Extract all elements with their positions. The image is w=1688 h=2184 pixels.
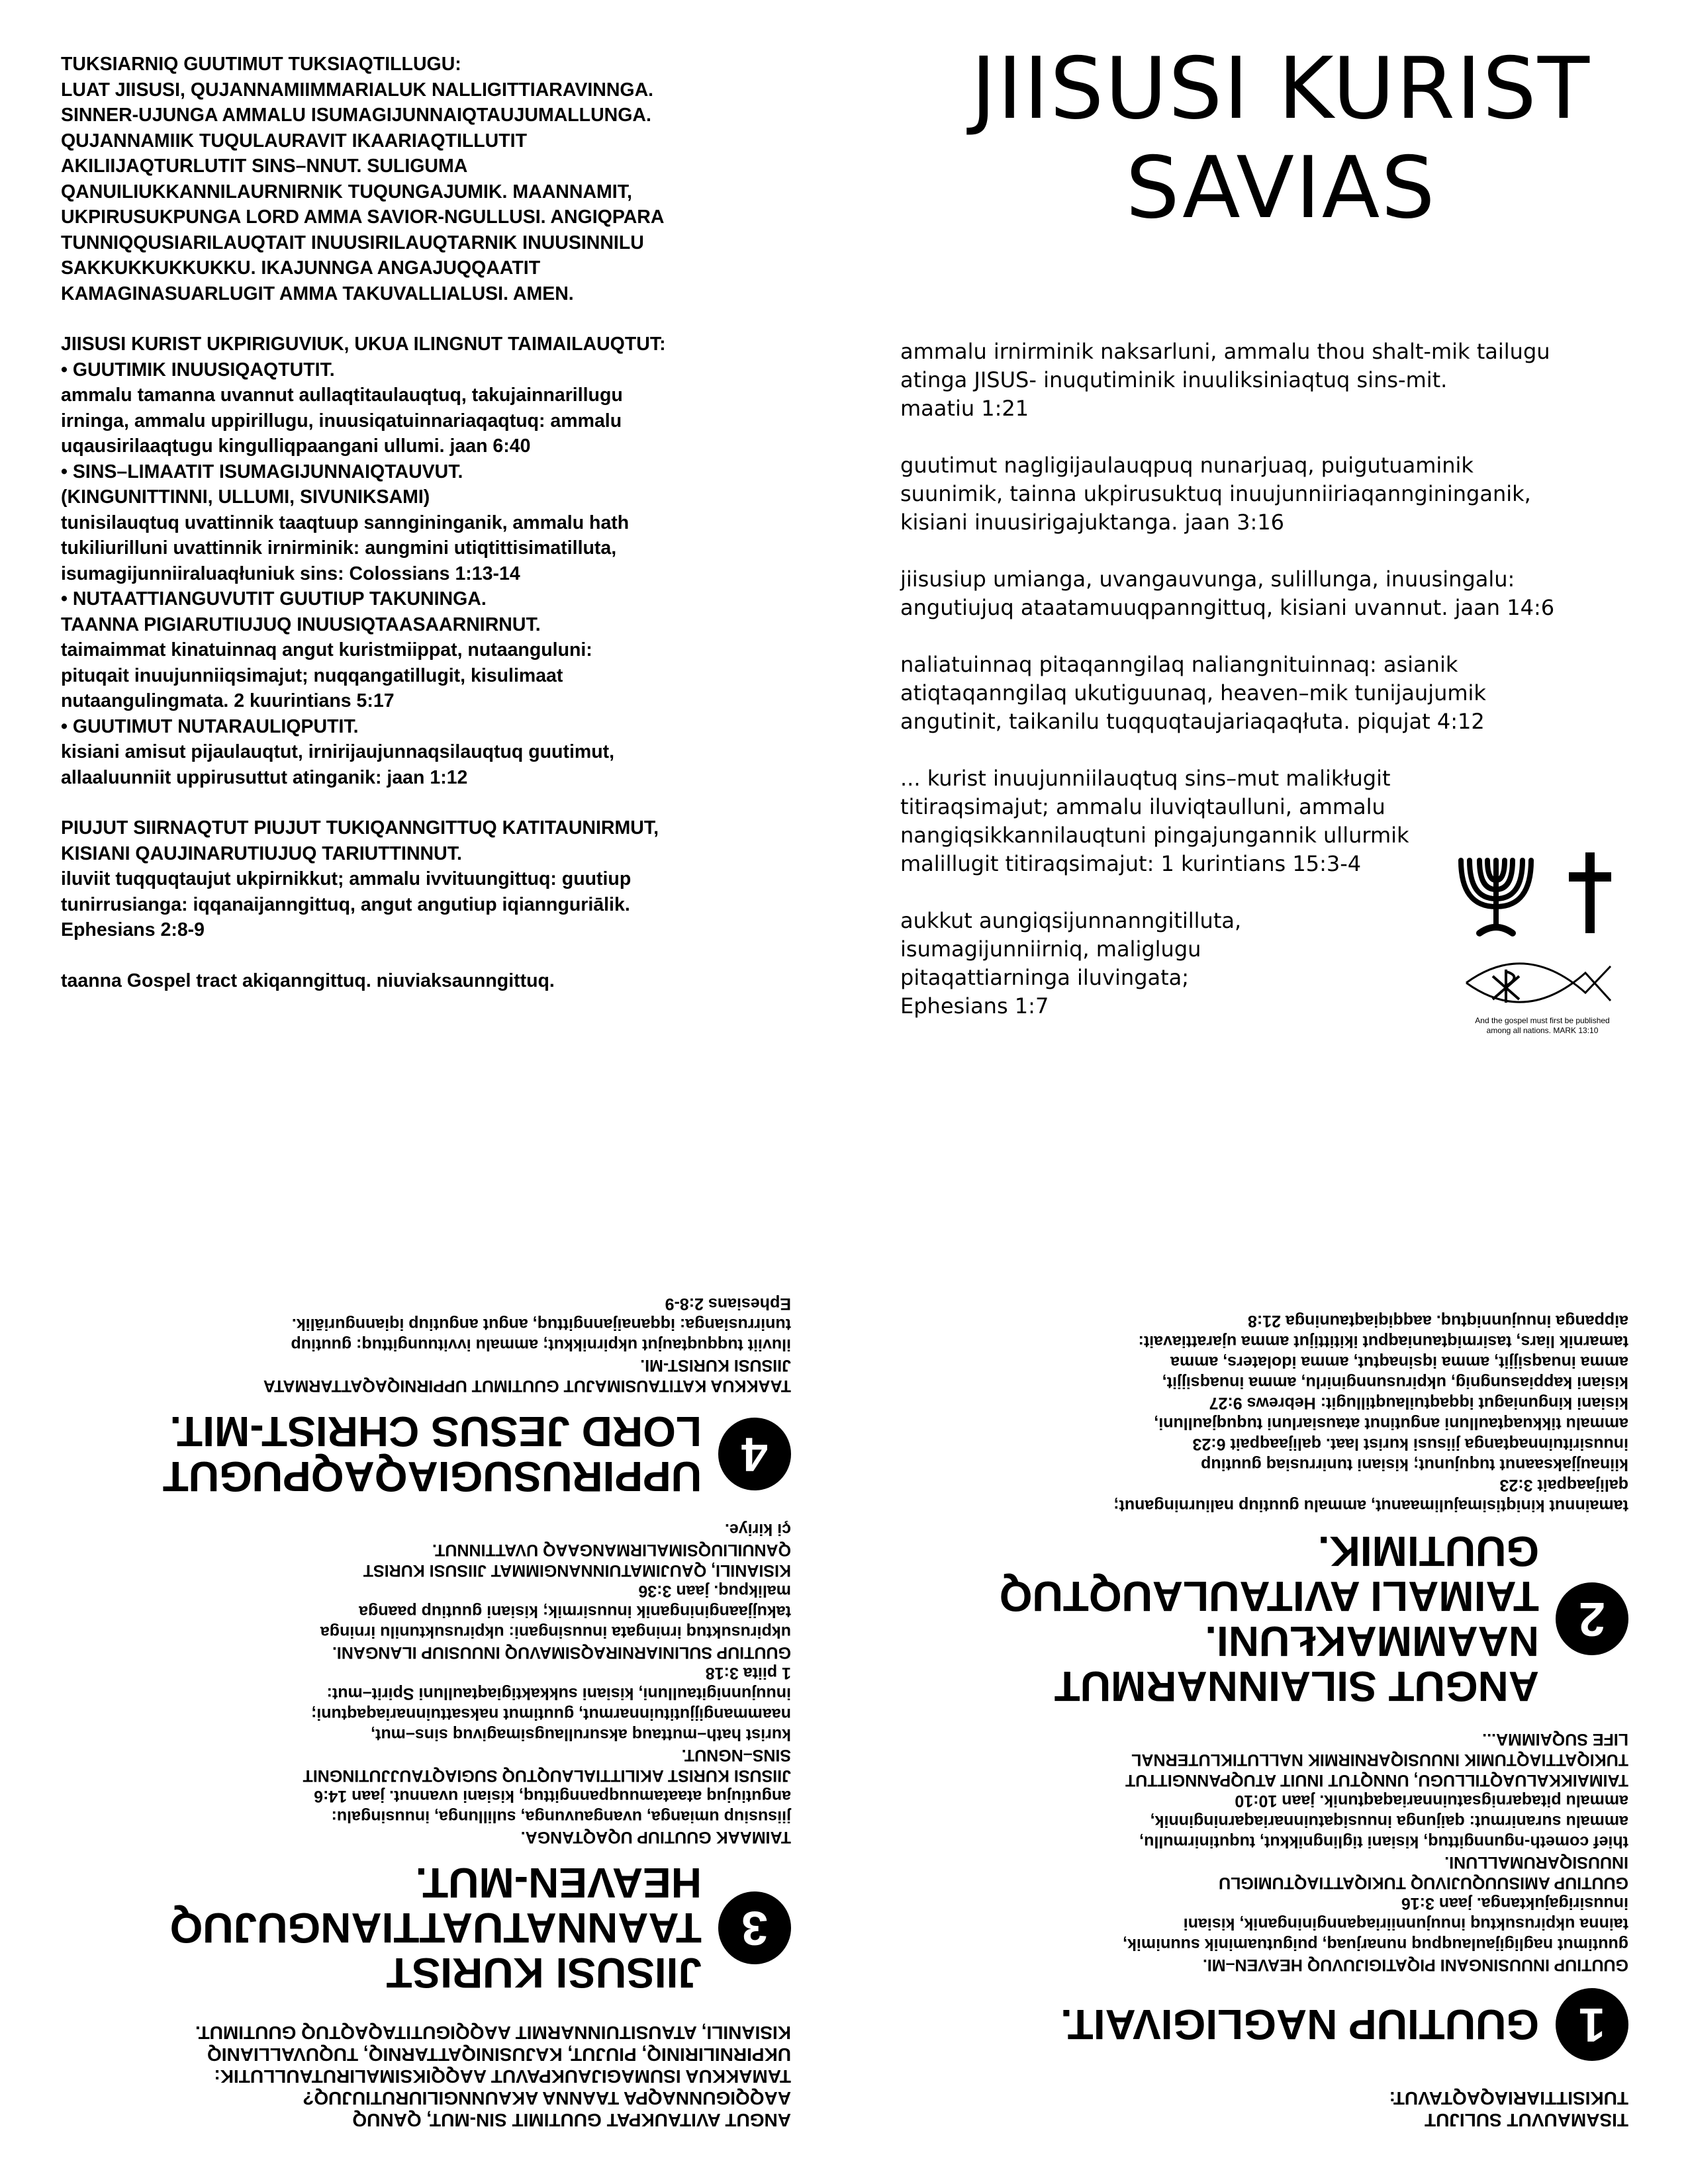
step-3-header [40,1860,791,1995]
salvation-line: TAANNA PIGIARUTIUJUQ INUUSIQTAASAARNIRNUT. [61,614,541,635]
step-3-number: 3 [718,1891,791,1964]
step-body-line: INUUSIQARUMALLUNI. [1444,1853,1628,1872]
intro-line: ANGUT AVITAUKPAT GUUTIMIT SIN-MUT, QANUQ [352,2110,791,2130]
step-body-line: ukpirusuktuq irningata inuusingani: ukpirusuktunilu irninga [320,1623,791,1641]
step-body-line: inuusirigajuktanga. jaan 3:16 [1401,1894,1628,1913]
emblem-caption [1436,1016,1648,1036]
step-body-line: tunirrusianga: iqqanaijanngittuq, angut angutiup iqiannguriālik. [291,1315,791,1334]
panel-top-left [0,0,844,1092]
step-4-header [40,1409,791,1499]
prayer-line: QANUILIUKKANNILAURNIRNIK TUQUNGAJUMIK. MAANNAMIT, [61,181,632,203]
verse-line: ammalu irnirminik naksarluni, ammalu thou shalt-mik tailugu [900,339,1550,364]
step-body-line: naammangijjutituinnarmut, guutimut naksattuinnariaqaqtuni; [310,1705,791,1723]
caption-line-1: And the gospel must first be published [1475,1016,1610,1025]
salvation-line: allaaluunniit uppirusuttut atinganik: jaan 1:12 [61,766,468,788]
salvation-line: kisiani amisut pijaulauqtut, irnirijaujunnaqsilauqtuq guutimut, [61,741,615,762]
prayer-line: AKILIIJAQTURLUTIT SINS–NNUT. SULIGUMA [61,156,468,177]
intro-heading [884,2087,1628,2131]
verse-line: isumagijunniirniq, maliglugu [900,936,1201,962]
caption-line-2: among all nations. MARK 13:10 [1486,1026,1599,1035]
verse-line: naliatuinnaq pitaqanngilaq naliangnituinnaq: asianik [900,652,1458,677]
step-3-body [40,1519,791,1847]
salvation-line: tunisilauqtuq uvattinnik taaqtuup sanngininganik, ammalu hath [61,512,630,533]
title-line-1: JIISUSI KURIST [970,40,1591,138]
salvation-line: ammalu tamanna uvannut aullaqtitaulauqtuq, takujainnarillugu [61,385,623,406]
prayer-section [61,52,804,306]
prayer-line: TUKSIARNIQ GUUTIMUT TUKSIAQTILLUGU: [61,54,461,75]
verse-line: atiqtaqanngilaq ukutiguunaq, heaven–mik tunijaujumik [900,680,1486,705]
step-title-line: TAIMALI AVITAULAUQTUQ GUUTIMIK. [999,1527,1539,1620]
step-body-line: TAIMAIKKALUAQTILLUGU, UNNQTUT INUIT ATUQPANNGITTUT [1125,1771,1628,1790]
step-1-number: 1 [1556,1988,1628,2061]
verse-block [900,451,1662,537]
salvation-line: • GUUTIMIK INUUSIQAQTUTIT. [61,359,335,381]
step-body-line: ammalu pitaqarnigsatuinnariaqaqtunik. jaan 10:10 [1235,1792,1628,1810]
works-line: Ephesians 2:8-9 [61,919,205,940]
salvation-line: pituqait inuujunniiqsimajut; nuqqangatillugit, kisulimaat [61,664,563,686]
step-title-line: UPPIRUSUGIAQAQPUGUT [162,1453,702,1500]
panel-bottom-right [844,1092,1688,2184]
salvation-line: JIISUSI KURIST UKPIRIGUVIUK, UKUA ILINGNUT TAIMAILAUQTUT: [61,334,666,355]
verse-line: suunimik, tainna ukpirusuktuq inuujunniiriaqanngininganik, [900,481,1531,506]
works-section [61,815,804,943]
verse-block [900,338,1662,423]
verse-line: angutiujuq ataatamuuqpanngittuq, kisiani uvannut. jaan 14:6 [900,595,1555,620]
step-body-line: takujjaangininganik inuusirmik; kisiani guutiup paanga [359,1602,791,1621]
verse-line: maatiu 1:21 [900,396,1029,421]
salvation-line: tukiliurilluni uvattinnik irnirminik: aungmini utiqtittisimatilluta, [61,537,617,559]
step-body-line: KISIANILI, QAUJIMATUINNANGIMMAT JIISUSI KURIST [363,1561,791,1580]
verse-line: malillugit titiraqsimajut: 1 kurintians 15:3-4 [900,851,1362,876]
salvation-line: (KINGUNITTINNI, ULLUMI, SIVUNIKSAMI) [61,486,430,508]
title-spacer [900,238,1662,338]
intro-question [40,2022,791,2131]
step-1-title [1060,2002,1539,2047]
salvation-line: nutaangulingmata. 2 kuurintians 5:17 [61,690,395,711]
step-1-header [884,1988,1628,2061]
intro-line: UKPIRNILIRINIQ, PIUJUT, KAJUSINIQATTARNIQ, TUQUVALLIANIQ [207,2044,791,2065]
step-body-line: Ephesians 2:8-9 [665,1295,791,1313]
verse-line: jiisusiup umianga, uvangauvunga, sulillunga, inuusingalu: [900,567,1515,592]
step-body-line: angutiujuq ataatamuuqpanngittuq, kisiani uvannut. jaan 14:6 [314,1787,791,1805]
step-1-body [884,1729,1628,1975]
step-body-line: kurist hath–muttauq aksurullaugsimagivuq sins–mut, [371,1725,791,1744]
step-body-line: LIFE SUQAIMMA... [1482,1730,1628,1749]
step-body-line: thief cometh-ngunngittuq, kisiani tiglingnikkut, tuqutinirmullu, [1139,1833,1628,1851]
step-title-line: GUUTIUP NAGLIGIVAIT. [1060,2001,1539,2048]
step-body-line: qalijaaqpait 3:23 [1499,1476,1628,1494]
step-body-line: ammalu tikkuaqtaulluni angutinut atausiarluni tuquqjaulluni, [1154,1414,1628,1433]
step-4-title [163,1409,702,1499]
step-body-line: TUKIQATTIAQTUMIK INUUSIQARNIRMIK NALLUTIKLUTERNAL [1131,1751,1628,1769]
ichthys-fish-icon [1466,964,1611,1003]
step-body-line: guutimut nagligijaulauqpuq nunarjuaq, puigutuaminik suunimik, [1123,1935,1628,1954]
prayer-line: SINNER-UJUNGA AMMALU ISUMAGIJUNNAIQTAUJUMALLUNGA. [61,105,651,126]
salvation-line: • SINS–LIMAATIT ISUMAGIJUNNAIQTAUVUT. [61,461,463,482]
step-body-line: iluviit tuqquqtaujut ukpirnikkut; ammalu ivvituungittuq: guutiup [291,1336,791,1354]
step-title-line: LORD JESUS CHRIST-MIT. [169,1408,702,1455]
step-2-body [884,1310,1628,1516]
intro-line: TAMAKKUA ISUMAGIJAUKPAVUT AAQQIKSIMALIRUTAULLUTIK: [214,2066,791,2087]
verse-line: angutinit, taikanilu tuqquqtaujariaqaqłuta. piqujat 4:12 [900,709,1485,734]
verse-line: Ephesians 1:7 [900,993,1049,1019]
step-body-line: inuujunnigitaulluni, kisiani sukkaktigiaqtaulluni Spirit–mut: [326,1684,791,1703]
step-body-line: kisiani kinguniagut iqqaqtuilauqtillugit: Hebrews 9:27 [1209,1394,1628,1412]
verse-line: titiraqsimajut; ammalu iluviqtaulluni, ammalu [900,794,1385,819]
step-2-title [884,1529,1539,1709]
step-body-line: GUUTIUP INUUSINGANI PIQATIGIJUVUQ HEAVEN–MI. [1202,1956,1628,1974]
salvation-line: • GUUTIMUT NUTARAULIQPUTIT. [61,715,359,737]
verse-line: guutimut nagligijaulauqpuq nunarjuaq, puigutuaminik [900,453,1474,478]
step-body-line: amma inuaqsijjit, amma iqsinaqtut, amma idolaters, amma [1170,1353,1628,1371]
step-body-line: çi kiriye. [724,1520,791,1539]
step-2-number: 2 [1556,1582,1628,1655]
step-2-header [884,1529,1628,1709]
verse-block [900,651,1662,736]
step-title-line: JIISUSI KURIST [386,1949,702,1997]
verse-line: kisiani inuusirigajuktanga. jaan 3:16 [900,510,1285,535]
step-body-line: kisiani kappiasungnig, ukpirusunnginirlu, amma inuaqsijjit, [1162,1373,1628,1392]
step-body-line: GUUTIUP SULINIARNIRAQSIMAVUQ INUUSIUP ILANGANI. [332,1643,791,1662]
step-body-line: inuusirituinnaqtanga jiisusi kurist laat. qalijaaqpait 6:23 [1192,1435,1628,1453]
tract-footer: taanna Gospel tract akiqanngittuq. niuviaksaunngittuq. [61,970,555,991]
salvation-line: • NUTAATTIANGUVUTIT GUUTIUP TAKUNINGA. [61,588,487,610]
works-line: KISIANI QAUJINARUTIUJUQ TARIUTTINNUT. [61,842,462,864]
salvation-line: irninga, ammalu uppirillugu, inuusiqatuinnariaqaqtuq: ammalu [61,410,622,432]
works-line: iluviit tuqquqtaujut ukpirnikkut; ammalu ivvituungittuq: guutiup [61,868,632,889]
cross-icon [1569,852,1611,933]
step-title-line: TAANNATUATTIANGUJUQ [169,1904,702,1952]
step-title-line: ANGUT SILAINNARMUT NAAMMAKŁUNI. [1054,1617,1539,1710]
works-line: PIUJUT SIIRNAQTUT PIUJUT TUKIQANNGITTUQ KATITAUNIRMUT, [61,817,659,839]
step-body-line: QANUILIUQSIMALIRMANGAAQ UVATTINNUT. [432,1541,791,1559]
step-body-line: kiinaujjaksaanut tuqujunut; kisiani tunirrusiaq guutiup [1201,1455,1628,1474]
prayer-line: KAMAGINASUARLUGIT AMMA TAKUVALLIALUSI. AMEN. [61,283,574,304]
step-body-line: tamainnut kiniqtisimajulimaanut, ammalu guutiup naliurninganut; [1113,1496,1628,1515]
verse-block [900,565,1662,622]
panel-bottom-left [0,1092,844,2184]
intro-line: AAQQIGUNNAQPA TAANNA AKAUNNGILIURUTIUJUQ? [303,2088,791,2109]
step-body-line: aippanga inuujunniqtuq. aaqqiqiaqtauninga 21:8 [1247,1312,1628,1330]
step-body-line: SINS–NGNUT. [681,1746,791,1764]
intro-line: TUKISITTIARIAQAQTAVUT: [1389,2088,1628,2109]
verse-line: atinga JISUS- inuqutiminik inuuliksiniaqtuq sins-mit. [900,367,1448,392]
prayer-line: QUJANNAMIIK TUQULAURAVIT IKAARIAQTILLUTIT [61,130,527,152]
intro-line: KISIANILI, ATAUSITUINNARMIT AAQQIGUTITAQAQTUQ GUUTIMUT. [195,2023,791,2043]
intro-line: TISAMAUVUT SULIJUT [1425,2110,1628,2130]
step-body-line: malikpuq. jaan 3:36 [638,1582,791,1600]
salvation-section [61,332,804,790]
step-body-line: TAAKKUA KATITAUSIMAJUT GUUTIMUT UPPIRNIQAQATTARMATA [263,1377,791,1395]
step-3-title [170,1860,702,1995]
verse-line: nangiqsikkannilauqtuni pingajungannik ullurmik [900,823,1409,848]
verse-line: aukkut aungiqsijunnanngitilluta, [900,908,1242,933]
step-body-line: ammalu suranirmut: qaijunga inuusiqatuinnariaqarninginnik, [1150,1812,1628,1831]
step-body-line: tamarnik liars, tasirmiqtauniaqput ikitittijut amma ujarattiavait: [1138,1332,1628,1351]
salvation-line: taimaimmat kinatuinnaq angut kuristmiippat, nutaanguluni: [61,639,592,660]
salvation-line: uqausirilaaqtugu kingulliqpaangani ullumi. jaan 6:40 [61,435,531,457]
page-title [900,40,1662,238]
verse-line: pitaqattiarninga iluvingata; [900,965,1190,990]
step-body-line: TAIMAAK GUUTIUP UQAQTANGA. [520,1828,791,1846]
step-body-line: JIISUSI KURIST-MI. [640,1356,791,1375]
works-line: tunirrusianga: iqqanaijanngittuq, angut angutiup iqiannguriālik. [61,893,630,915]
step-title-line: HEAVEN-MUT. [415,1859,702,1907]
step-body-line: tainna ukpirusuktuq inuujunniiriaqanngininganik, kisiani [1183,1915,1628,1933]
menorah-icon [1461,860,1531,933]
prayer-line: SAKKUKKUKKUKKU. IKAJUNNGA ANGAJUQQAATIT [61,257,541,279]
salvation-line: isumagijunniiraluaqłuniuk sins: Colossians 1:13-14 [61,563,520,584]
step-4-body [40,1293,791,1396]
step-body-line: 1 piita 3:18 [705,1664,791,1682]
title-line-2: SAVIAS [1125,139,1436,238]
prayer-line: LUAT JIISUSI, QUJANNAMIIMMARIALUK NALLIGITTIARAVINNGA. [61,79,654,101]
prayer-line: TUNNIQQUSIARILAUQTAIT INUUSIRILAUQTARNIK INUUSINNILU [61,232,644,253]
step-body-line: jiisusiup umianga, uvangauvunga, sulillunga, inuusingalu: [331,1807,791,1826]
step-4-number: 4 [718,1418,791,1490]
prayer-line: UKPIRUSUKPUNGA LORD AMMA SAVIOR-NGULLUSI. ANGIQPARA [61,206,665,228]
step-body-line: GUUTIUP AMISUUQUJIVUQ TUKIQATTIAQTUMIGLU [1219,1874,1628,1892]
step-body-line: JIISUSI KURIST AKILITTIALAUQTUQ SUGIAQTAUJJUTINGNIT [303,1766,791,1785]
verse-line: ... kurist inuujunniilauqtuq sins–mut malikługit [900,766,1391,791]
